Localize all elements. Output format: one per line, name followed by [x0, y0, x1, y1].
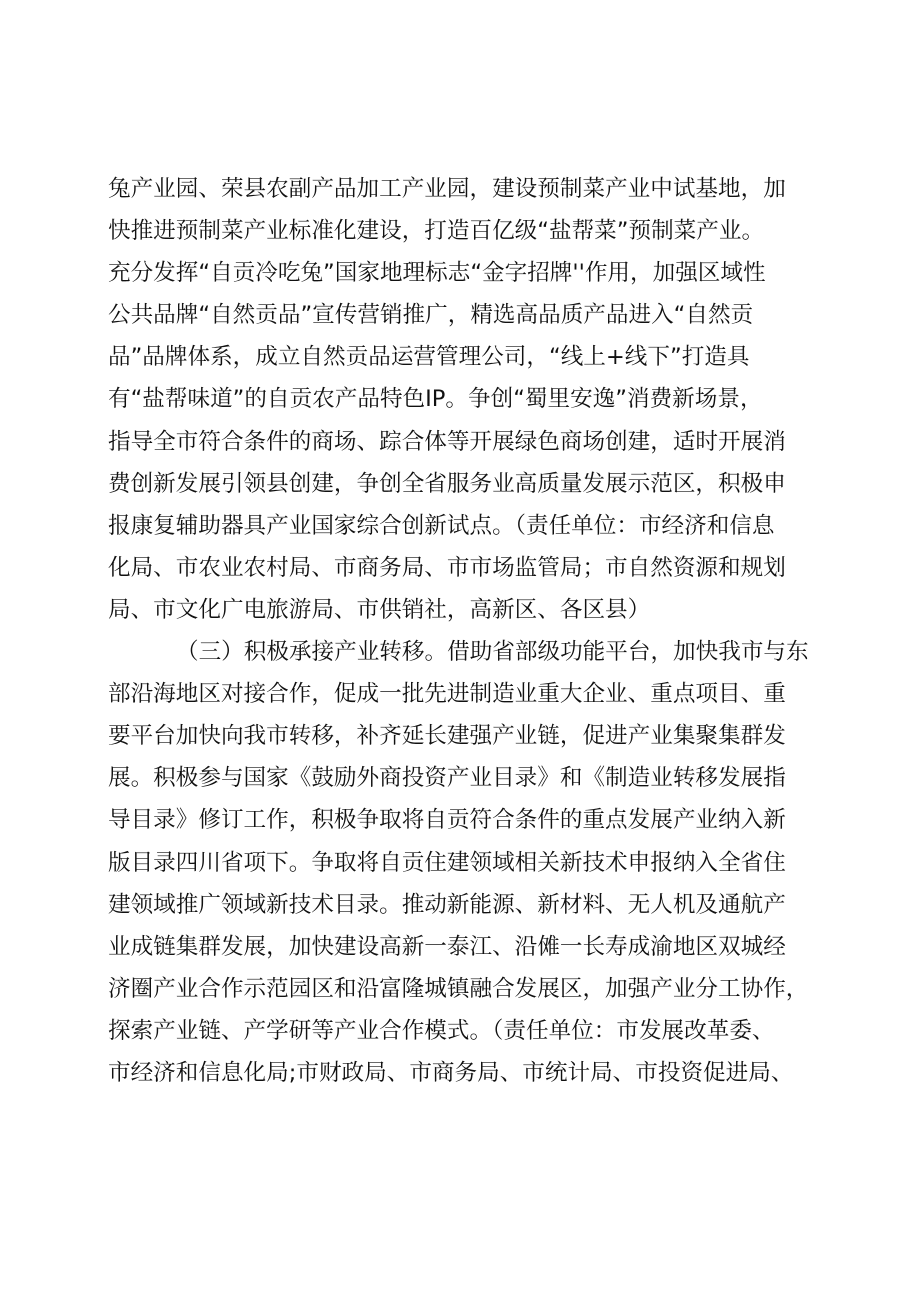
text-line: 建领域推广领域新技术目录。推动新能源、新材料、无人机及通航产 — [108, 891, 786, 918]
text-line: 充分发挥“自贡冷吃兔”国家地理标志“金字招牌''作用，加强区域性 — [108, 260, 766, 287]
text-line: 品”品牌体系，成立自然贡品运营管理公司，“线上+线下”打造具 — [108, 344, 750, 371]
text-line: 费创新发展引领县创建，争创全省服务业高质量发展示范区，积极申 — [108, 470, 786, 497]
text-line: 要平台加快向我市转移，补齐延长建强产业链，促进产业集聚集群发 — [108, 723, 786, 750]
text-line: 兔产业园、荣县农副产品加工产业园，建设预制菜产业中试基地，加 — [108, 176, 786, 202]
text-line: 公共品牌“自然贡品”宣传营销推广，精选高品质产品进入“自然贡 — [108, 302, 754, 329]
text-line: 部沿海地区对接合作，促成一批先进制造业重大企业、重点项目、重 — [108, 681, 786, 708]
text-line: 济圈产业合作示范园区和沿富隆城镇融合发展区，加强产业分工协作， — [108, 975, 809, 1002]
text-line: 指导全市符合条件的商场、踪合体等开展绿色商场创建，适时开展消 — [108, 428, 786, 455]
text-line: 快推进预制菜产业标准化建设，打造百亿级“盐帮菜”预制菜产业。 — [108, 218, 765, 245]
text-line: 有“盐帮味道”的自贡农产品特色IP。争创“蜀里安逸”消费新场景， — [108, 386, 763, 413]
text-line: 业成链集群发展，加快建设高新一泰江、沿傩一长寿成渝地区双城经 — [108, 933, 786, 960]
text-line: 版目录四川省项下。争取将自贡住建领域相关新技术申报纳入全省住 — [108, 849, 786, 876]
text-line: 展。积极参与国家《鼓励外商投资产业目录》和《制造业转移发展指 — [108, 765, 786, 792]
body-text — [108, 168, 820, 1094]
text-line: 市经济和信息化局;市财政局、市商务局、市统计局、市投资促进局、 — [108, 1059, 794, 1086]
paragraph-2 — [108, 631, 820, 1094]
text-line: 导目录》修订工作，积极争取将自贡符合条件的重点发展产业纳入新 — [108, 807, 786, 834]
text-line: 局、市文化广电旅游局、市供销社，高新区、各区县） — [108, 596, 651, 623]
section-heading-line: （三）积极承接产业转移。借助省部级功能平台，加快我市与东 — [176, 639, 809, 666]
paragraph-1 — [108, 168, 820, 631]
text-line: 化局、市农业农村局、市商务局、市市场监管局；市自然资源和规划 — [108, 554, 786, 581]
text-line: 报康复辅助器具产业国家综合创新试点。（责任单位：市经济和信息 — [108, 512, 775, 539]
text-line: 探索产业链、产学研等产业合作模式。（责任单位：市发展改革委、 — [108, 1017, 775, 1044]
